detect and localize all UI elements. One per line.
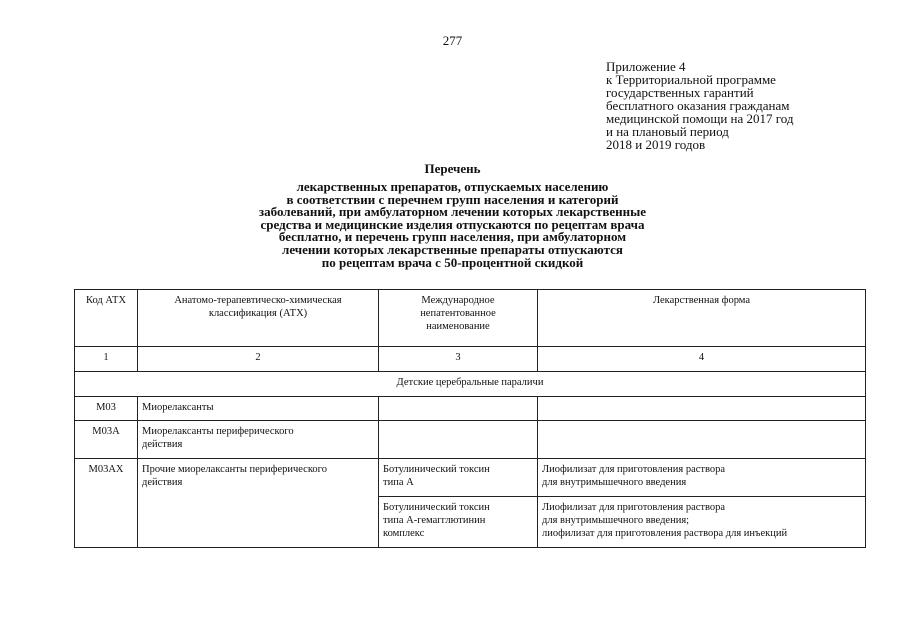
inn-cell xyxy=(379,497,538,548)
atc-classification xyxy=(138,459,379,548)
appendix-line: государственных гарантий xyxy=(606,85,754,100)
document-title: Перечень xyxy=(424,161,481,176)
form-line: Лиофилизат для приготовления раствора xyxy=(542,502,726,513)
header-inn xyxy=(379,290,538,347)
column-number: 4 xyxy=(538,347,866,372)
table-row xyxy=(75,421,866,459)
form-cell xyxy=(538,397,866,421)
column-number: 2 xyxy=(138,347,379,372)
subtitle-line: по рецептам врача с 50-процентной скидкой xyxy=(321,254,584,270)
table-header-row xyxy=(75,290,866,347)
atc-classification xyxy=(138,421,379,459)
form-line: для внутримышечного введения; xyxy=(542,515,690,526)
section-title: Детские церебральные параличи xyxy=(75,372,866,397)
header-form: Лекарственная форма xyxy=(538,290,866,347)
table-row xyxy=(75,459,866,497)
subtitle-line: средства и медицинские изделия отпускаются по рецептам врача xyxy=(260,216,645,232)
appendix-line: 2018 и 2019 годов xyxy=(606,137,706,152)
subtitle-line: лечении которых лекарственные препараты отпускаются xyxy=(282,241,623,257)
column-number-row xyxy=(75,347,866,372)
classification-line: Миорелаксанты периферического xyxy=(142,426,294,437)
header-classification xyxy=(138,290,379,347)
appendix-block xyxy=(606,60,794,151)
page-number: 277 xyxy=(442,33,463,48)
section-row xyxy=(75,372,866,397)
form-cell xyxy=(538,497,866,548)
column-number: 1 xyxy=(75,347,138,372)
atc-code: М03А xyxy=(75,421,138,459)
header-inn-line: непатентованное xyxy=(420,308,496,319)
subtitle-line: лекарственных препаратов, отпускаемых населению xyxy=(296,179,609,194)
inn-line: типа А xyxy=(383,477,414,488)
inn-cell xyxy=(379,397,538,421)
atc-classification xyxy=(138,397,379,421)
form-line: для внутримышечного введения xyxy=(542,477,687,488)
inn-line: Ботулинический токсин xyxy=(383,464,490,475)
form-line: лиофилизат для приготовления раствора для инъекций xyxy=(542,528,788,539)
appendix-line: к Территориальной программе xyxy=(606,72,776,87)
inn-line: Ботулинический токсин xyxy=(383,502,490,513)
classification-line: Прочие миорелаксанты периферического xyxy=(142,464,327,475)
classification-line: действия xyxy=(142,439,183,450)
form-line: Лиофилизат для приготовления раствора xyxy=(542,464,726,475)
inn-line: типа А-гемагглютинин xyxy=(383,515,486,526)
header-inn-line: наименование xyxy=(426,321,490,332)
atc-code: М03 xyxy=(75,397,138,421)
appendix-line: Приложение 4 xyxy=(606,59,686,74)
atc-code: М03АХ xyxy=(75,459,138,548)
inn-line: комплекс xyxy=(383,528,425,539)
subtitle-line: заболеваний, при амбулаторном лечении которых лекарственные xyxy=(258,204,647,220)
form-cell xyxy=(538,459,866,497)
header-inn-line: Международное xyxy=(421,295,495,306)
appendix-line: и на плановый период xyxy=(606,124,729,139)
subtitle-line: в соответствии с перечнем групп населения и категорий xyxy=(286,191,619,207)
header-code: Код АТХ xyxy=(75,290,138,347)
appendix-line: бесплатного оказания гражданам xyxy=(606,98,790,113)
appendix-line: медицинской помощи на 2017 год xyxy=(606,111,794,126)
form-cell xyxy=(538,421,866,459)
drug-list-table xyxy=(74,289,866,548)
inn-cell xyxy=(379,421,538,459)
header-classification-line: классификация (АТХ) xyxy=(208,308,308,319)
subtitle-line: бесплатно, и перечень групп населения, при амбулаторном xyxy=(278,229,627,245)
classification-line: Миорелаксанты xyxy=(142,402,214,413)
classification-line: действия xyxy=(142,477,183,488)
column-number: 3 xyxy=(379,347,538,372)
document-subtitle xyxy=(0,181,905,269)
header-classification-line: Анатомо-терапевтическо-химическая xyxy=(174,295,342,306)
inn-cell xyxy=(379,459,538,497)
table-row xyxy=(75,397,866,421)
